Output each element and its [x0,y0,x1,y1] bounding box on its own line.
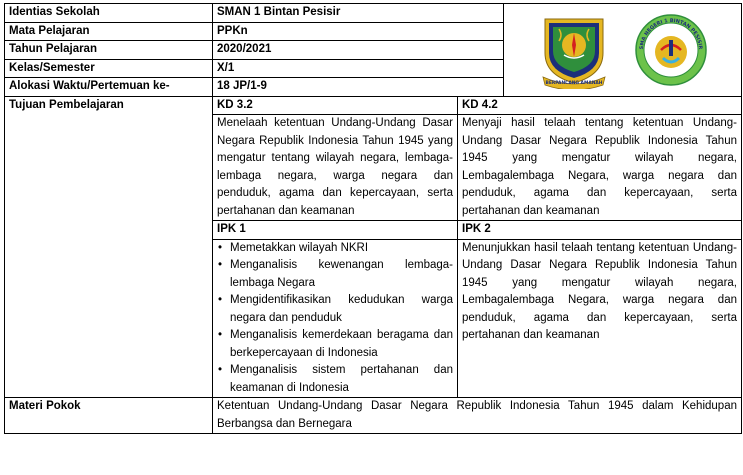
material-label: Materi Pokok [5,398,213,434]
year-label: Tahun Pelajaran [5,41,213,60]
svg-text:BERPANCANG AMANAH: BERPANCANG AMANAH [545,80,602,86]
svg-text:SMA NEGERI 1 BINTAN PESISIR: SMA NEGERI 1 BINTAN PESISIR [638,17,703,50]
logos [504,11,741,89]
kd1-text: Menelaah ketentuan Undang-Undang Dasar Negara Republik Indonesia Tahun 1945 yang mengatur tentang wilayah negara, lembaga-lembaga negara, warga negara dan penduduk, agama dan kepercayaan, serta pertahanan dan keamanan [213,115,458,221]
objectives-label: Tujuan Pembelajaran [5,96,213,398]
subject-value: PPKn [213,22,504,41]
ipk1-header: IPK 1 [213,221,458,240]
list-item: • Memetakkan wilayah NKRI [217,240,453,258]
time-label: Alokasi Waktu/Pertemuan ke- [5,78,213,97]
subject-label: Mata Pelajaran [5,22,213,41]
list-item: • Menganalisis kemerdekaan beragama dan berkepercayaan di Indonesia [217,327,453,362]
kd1-header: KD 3.2 [213,96,458,115]
lesson-plan-table [4,3,742,434]
school-value: SMAN 1 Bintan Pesisir [213,4,504,23]
year-value: 2020/2021 [213,41,504,60]
kd2-text: Menyaji hasil telaah tentang ketentuan Undang-Undang Dasar Negara Republik Indonesia Tahun 1945 yang mengatur wilayah negara, Lembagalembaga Negara, warga negara dan penduduk, agama dan kepercayaan, serta pertahanan dan keamanan [458,115,742,221]
kd2-header: KD 4.2 [458,96,742,115]
row-objectives-head [5,96,742,115]
list-item: • Mengidentifikasikan kedudukan warga negara dan penduduk [217,292,453,327]
class-value: X/1 [213,59,504,78]
school-label: Identias Sekolah [5,4,213,23]
ipk2-header: IPK 2 [458,221,742,240]
row-school [5,4,742,23]
ipk2-text: Menunjukkan hasil telaah tentang ketentuan Undang-Undang Dasar Negara Republik Indonesia Tahun 1945 yang mengatur wilayah negara, Lembagalembaga Negara, warga negara dan penduduk, agama dan kepercayaan, serta pertahanan dan keamanan [458,239,742,398]
ipk1-cell [213,239,458,398]
class-label: Kelas/Semester [5,59,213,78]
left-emblem [537,11,611,89]
list-item: • Menganalisis sistem pertahanan dan keamanan di Indonesia [217,362,453,397]
ipk1-list [217,240,453,398]
row-material [5,398,742,434]
school-emblem [633,12,709,88]
list-item: • Menganalisis kewenangan lembaga-lembaga Negara [217,257,453,292]
material-text: Ketentuan Undang-Undang Dasar Negara Republik Indonesia Tahun 1945 dalam Kehidupan Berbangsa dan Bernegara [213,398,742,434]
time-value: 18 JP/1-9 [213,78,504,97]
logo-cell [504,4,742,97]
